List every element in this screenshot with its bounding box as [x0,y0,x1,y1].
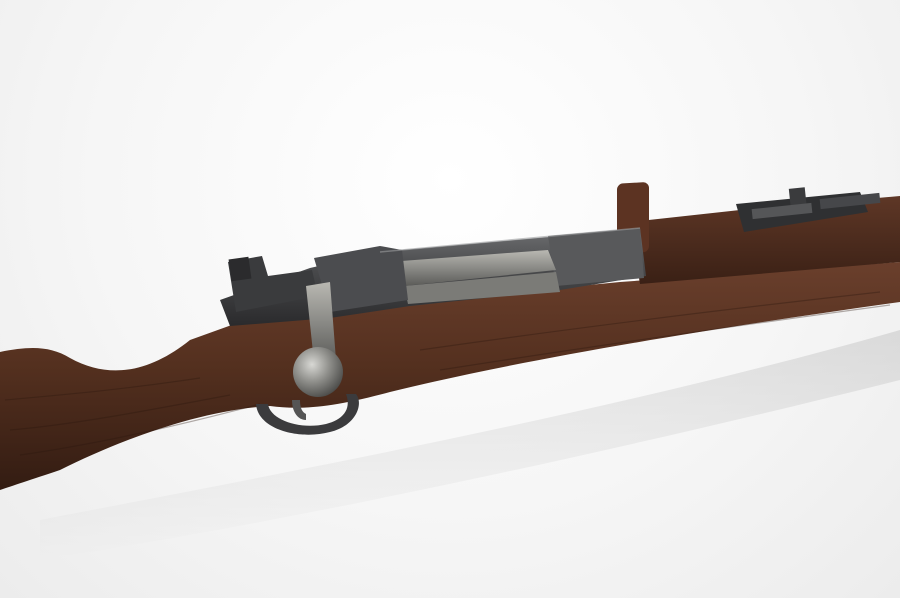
receiver-ring [548,228,644,286]
bolt-knob [293,347,343,397]
safety-lever [229,257,252,282]
